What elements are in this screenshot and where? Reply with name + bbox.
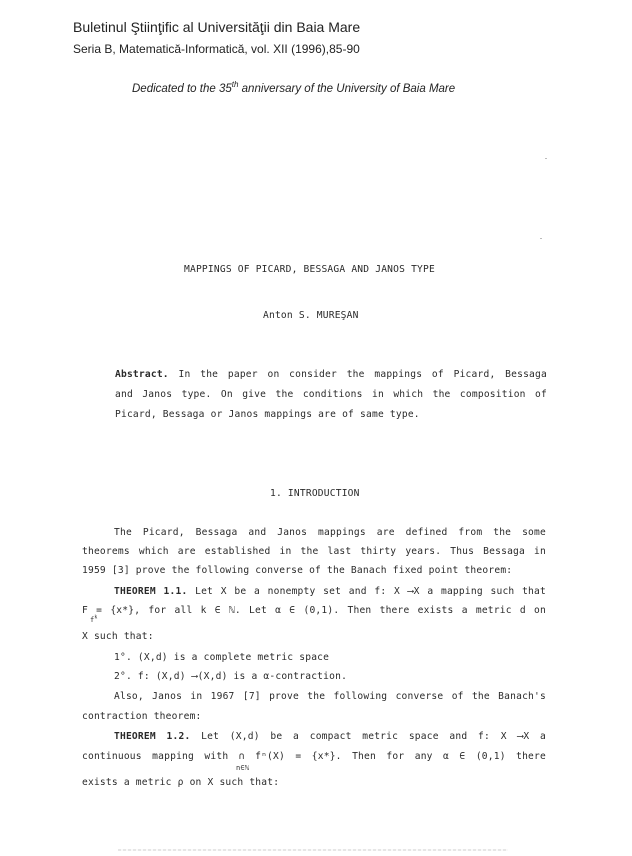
theorem-1-2-label: THEOREM 1.2. xyxy=(114,731,191,742)
theorem-1-2-line-3: exists a metric ρ on X such that: xyxy=(82,777,280,788)
abstract-line-1 xyxy=(115,369,547,380)
body-line: Also, Janos in 1967 [7] prove the following converse of the Banach's xyxy=(114,691,546,702)
theorem-1-1-sub-k: k xyxy=(94,614,98,621)
abstract-line-3: Picard, Bessaga or Janos mappings are of same type. xyxy=(115,409,420,420)
theorem-1-1-sub-f: f xyxy=(90,616,95,624)
theorem-item-1: 1°. (X,d) is a complete metric space xyxy=(114,652,330,663)
scan-speck xyxy=(545,158,547,159)
body-line: contraction theorem: xyxy=(82,711,202,722)
abstract-line-1-text: In the paper on consider the mappings of Picard, Bessaga xyxy=(168,369,547,380)
theorem-1-2-subscript: n∈ℕ xyxy=(236,764,250,772)
dedication xyxy=(132,80,456,95)
theorem-1-2-line-1-text: Let (X,d) be a compact metric space and f: X ⟶X a xyxy=(190,731,547,742)
body-line: theorems which are established in the last thirty years. Thus Bessaga in xyxy=(82,546,546,557)
dedication-text-before: Dedicated to the 35 xyxy=(132,83,232,95)
scan-artifact xyxy=(118,849,508,851)
theorem-item-2: 2°. f: (X,d) ⟶(X,d) is a α-contraction. xyxy=(114,671,348,682)
theorem-1-1-line-1-text: Let X be a nonempty set and f: X ⟶X a mapping such that xyxy=(187,586,546,597)
body-line: The Picard, Bessaga and Janos mappings are defined from the some xyxy=(114,527,546,538)
scan-speck xyxy=(540,238,542,239)
dedication-text-after: anniversary of the University of Baia Mare xyxy=(238,83,456,95)
body-line: 1959 [3] prove the following converse of the Banach fixed point theorem: xyxy=(82,565,513,576)
section-heading: 1. INTRODUCTION xyxy=(270,488,360,499)
theorem-1-1-subscript xyxy=(90,616,98,624)
theorem-1-2-line-1 xyxy=(114,731,546,742)
theorem-1-1-line-1 xyxy=(114,586,546,597)
theorem-1-1-label: THEOREM 1.1. xyxy=(114,586,188,597)
dedication-sup: th xyxy=(231,80,239,90)
journal-title: Buletinul Ştiinţific al Universităţii din Baia Mare xyxy=(73,19,361,35)
paper-title: MAPPINGS OF PICARD, BESSAGA AND JANOS TYPE xyxy=(184,264,435,275)
theorem-1-1-line-3: X such that: xyxy=(82,631,154,642)
paper-author: Anton S. MUREŞAN xyxy=(263,310,359,321)
theorem-1-2-line-2: continuous mapping with ∩ fⁿ(X) = {x*}. Then for any α ∈ (0,1) there xyxy=(82,751,546,762)
theorem-1-1-line-2: F = {x*}, for all k ∈ ℕ. Let α ∈ (0,1). Then there exists a metric d on xyxy=(82,605,546,616)
abstract-label: Abstract. xyxy=(115,369,169,380)
journal-series: Seria B, Matematică-Informatică, vol. XII (1996),85-90 xyxy=(73,42,360,56)
abstract-line-2: and Janos type. On give the conditions in which the composition of xyxy=(115,389,547,400)
